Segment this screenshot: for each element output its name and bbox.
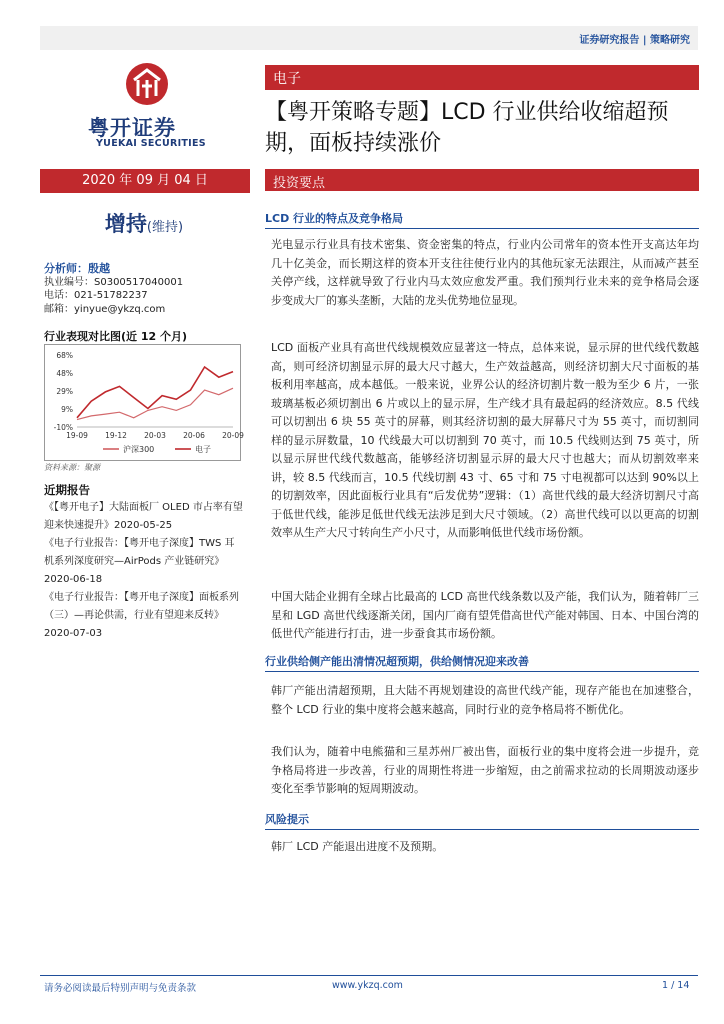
analyst-email[interactable]: 邮箱：yinyue@ykzq.com xyxy=(44,303,166,315)
rating-sub: (维持) xyxy=(146,220,184,235)
recent-report-item[interactable]: 《电子行业报告：【粤开电子深度】TWS 耳机系列深度研究—AirPods 产业链研究》2020-06-18 xyxy=(44,538,235,585)
recent-report-item[interactable]: 《电子行业报告：【粤开电子深度】面板系列（三）—再论供需，行业有望迎来反转》2020-07-03 xyxy=(44,592,239,639)
sector-bar xyxy=(265,65,699,90)
analyst-info xyxy=(44,262,183,316)
paragraph: 韩厂产能出清超预期，且大陆不再规划建设的高世代线产能，现存产能也在加速整合，整个 LCD 行业的集中度将会越来越高，同时行业的竞争格局将不断优化。 xyxy=(271,684,699,716)
y-tick-label: 9% xyxy=(61,405,73,414)
y-tick-label: 68% xyxy=(56,351,73,360)
investment-points-bar xyxy=(265,169,699,191)
footer-page-number: 1 / 14 xyxy=(662,980,690,991)
investment-points-label: 投资要点 xyxy=(273,176,326,191)
report-title: 【粤开策略专题】LCD 行业供给收缩超预期，面板持续涨价 xyxy=(265,100,669,156)
divider xyxy=(265,228,699,229)
x-tick-label: 20-03 xyxy=(144,431,166,440)
paragraph: LCD 面板产业具有高世代线规模效应显著这一特点，总体来说，显示屏的世代线代数越高，则可经济切割显示屏的最大尺寸越大，生产效益越高，则经济切割大尺寸面板的基板利用率越高，成本越低。一般来说，业界公认的经济切割片数一般为至少 6 片，一张玻璃基板必须切割出 6 片或以上的显示屏，生产线才具有最起码的经济效应。8.5 代线可以切割出 6 块 55 英寸的屏幕，则其经济切割的最大屏幕尺寸为 55 英寸，而切割同样的显示屏数量，10 代线最大可以切割到 70 英寸，而 10.5 代线则达到 75 英寸，所以显示屏世代线代数越高，能够经济切割显示屏的最大尺寸也越大；而从切割效率来讲，较 8.5 代线而言，10.5 代线切割 43 寸、65 寸和 75 寸电视都可以达到 90%以上的切割效率，因此面板行业具有“后发优势”逻辑：（1）高世代线的最大经济切割尺寸高于低世代线，能涉足低世代线无法涉足到大尺寸领域。（2）高世代线可以以更高的切割效率从生产大尺寸转向生产小尺寸，从而影响低世代线市场份额。 xyxy=(271,341,699,539)
paragraph: 中国大陆企业拥有全球占比最高的 LCD 高世代线条数以及产能，我们认为，随着韩厂三星和 LGD 高世代线逐渐关闭，国内厂商有望凭借高世代产能对韩国、日本、中国台湾的低世代产能进行打击，进一步蚕食其市场份额。 xyxy=(271,590,699,640)
recent-reports-list xyxy=(44,499,244,643)
series-line-0 xyxy=(77,388,233,419)
rating-main: 增持 xyxy=(104,212,147,236)
analyst-phone: 电话：021-51782237 xyxy=(44,290,148,301)
x-tick-label: 19-12 xyxy=(105,431,127,440)
recent-report-item[interactable]: 《【粤开电子】大陆面板厂 OLED 市占率有望迎来快速提升》2020-05-25 xyxy=(44,502,243,531)
section-heading-risk: 风险提示 xyxy=(265,813,309,826)
paragraph: 我们认为，随着中电熊猫和三星苏州厂被出售，面板行业的集中度将会进一步提升，竞争格局将进一步改善，行业的周期性将进一步缩短，由之前需求拉动的长周期波动逐步变化至季节影响的短周期波动。 xyxy=(271,745,699,795)
brand-name-en: YUEKAI SECURITIES xyxy=(96,138,206,149)
report-date: 2020 年 09 月 04 日 xyxy=(82,173,208,188)
analyst-license: 执业编号：S0300517040001 xyxy=(44,276,184,288)
chart-source: 资料来源：聚源 xyxy=(44,463,100,472)
x-tick-label: 19-09 xyxy=(66,431,88,440)
performance-chart-title: 行业表现对比图(近 12 个月) xyxy=(44,330,188,343)
y-tick-label: 29% xyxy=(56,387,73,396)
sector-label: 电子 xyxy=(273,71,301,87)
footer-disclaimer[interactable]: 请务必阅读最后特别声明与免责条款 xyxy=(44,983,197,994)
footer-divider xyxy=(40,975,698,976)
x-tick-label: 20-09 xyxy=(222,431,244,440)
divider xyxy=(265,671,699,672)
date-box xyxy=(40,169,250,193)
paragraph: 光电显示行业具有技术密集、资金密集的特点，行业内公司常年的资本性开支高达年均几十亿美金，而长期这样的资本开支往往使行业内的其他玩家无法跟注，从而减产甚至关停产线，这样就导致了行业内马太效应愈发严重。我们预判行业未来的竞争格局会逐步变成大厂的寡头垄断，大陆的龙头优势地位显现。 xyxy=(271,238,699,307)
recent-reports-heading: 近期报告 xyxy=(44,483,90,497)
legend-label: 电子 xyxy=(195,445,211,454)
paragraph: 韩厂 LCD 产能退出进度不及预期。 xyxy=(271,840,444,853)
section-heading-lcd-features: LCD 行业的特点及竞争格局 xyxy=(265,212,404,225)
report-type-label: 证券研究报告 | 策略研究 xyxy=(579,35,690,46)
performance-chart xyxy=(44,344,244,461)
y-tick-label: -10% xyxy=(53,423,73,432)
section-heading-supply: 行业供给侧产能出清情况超预期，供给侧情况迎来改善 xyxy=(265,655,529,668)
y-tick-label: 48% xyxy=(56,369,73,378)
rating xyxy=(40,208,248,238)
legend-label: 沪深300 xyxy=(123,445,155,454)
x-tick-label: 20-06 xyxy=(183,431,205,440)
performance-chart-svg xyxy=(45,345,244,460)
analyst-name: 分析师：殷越 xyxy=(44,262,110,275)
series-line-1 xyxy=(77,367,233,418)
brand-name-cn: 粤开证券 xyxy=(88,116,176,140)
top-banner xyxy=(40,26,698,50)
footer-website[interactable]: www.ykzq.com xyxy=(332,980,403,991)
divider xyxy=(265,829,699,830)
